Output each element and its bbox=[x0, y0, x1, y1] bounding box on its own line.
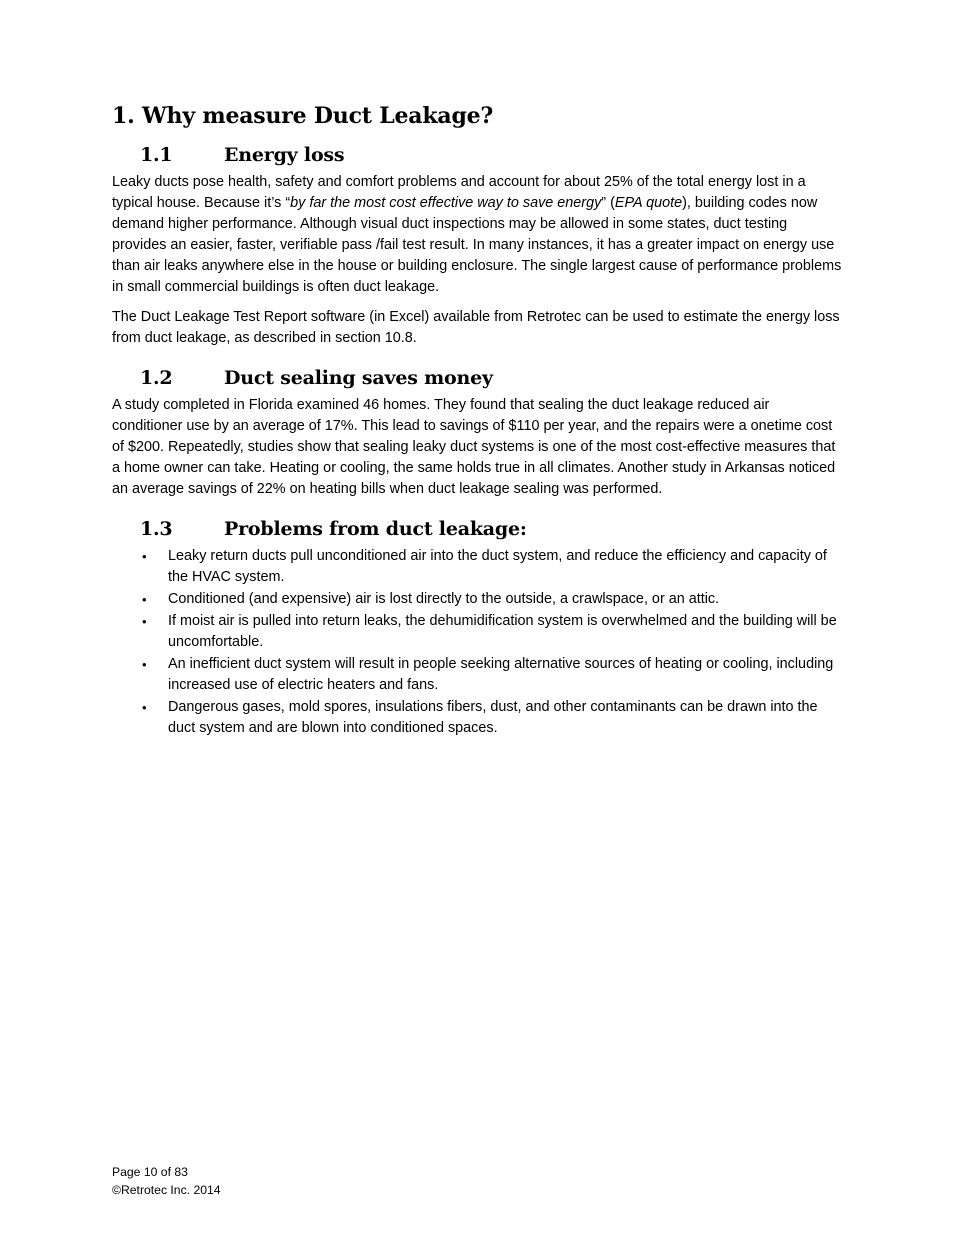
page-content bbox=[112, 98, 842, 740]
problems-list bbox=[112, 546, 842, 739]
list-item bbox=[112, 546, 842, 588]
bullet-icon: • bbox=[142, 657, 147, 672]
section-title: Problems from duct leakage: bbox=[224, 518, 527, 540]
list-item bbox=[112, 654, 842, 696]
paragraph-text: Leaky ducts pose health, safety and comfort problems and account for about 25% of the total energy lost in a typical house. Because it’s “ bbox=[112, 174, 806, 211]
section-heading-duct-sealing bbox=[140, 363, 842, 393]
section-number: 1.3 bbox=[140, 518, 173, 540]
list-item-text: Leaky return ducts pull unconditioned air into the duct system, and reduce the efficiency and capacity of the HVAC system. bbox=[168, 548, 827, 585]
list-item bbox=[112, 697, 842, 739]
page-footer bbox=[112, 1163, 221, 1199]
list-item-text: Dangerous gases, mold spores, insulations fibers, dust, and other contaminants can be drawn into the duct system and are blown into conditioned spaces. bbox=[168, 699, 818, 736]
section-title: Duct sealing saves money bbox=[224, 367, 493, 389]
section-heading-problems bbox=[140, 514, 842, 544]
duct-leakage-software-paragraph: The Duct Leakage Test Report software (in Excel) available from Retrotec can be used to estimate the energy loss from duct leakage, as described in section 10.8. bbox=[112, 309, 840, 346]
bullet-icon: • bbox=[142, 592, 147, 607]
bullet-icon: • bbox=[142, 700, 147, 715]
page-number: Page 10 of 83 bbox=[112, 1165, 188, 1179]
section-number: 1.2 bbox=[140, 367, 173, 389]
energy-loss-paragraph bbox=[112, 172, 842, 298]
chapter-title: 1. Why measure Duct Leakage? bbox=[112, 103, 494, 129]
paragraph-text: ” ( bbox=[601, 195, 615, 211]
quoted-text: by far the most cost effective way to save energy bbox=[290, 195, 602, 211]
bullet-icon: • bbox=[142, 614, 147, 629]
bullet-icon: • bbox=[142, 549, 147, 564]
duct-sealing-paragraph: A study completed in Florida examined 46 homes. They found that sealing the duct leakage reduced air conditioner use by an average of 17%. This lead to savings of $110 per year, and the repairs were a onetime cost of $200. Repeatedly, studies show that sealing leaky duct systems is one of the most cost-effective measures that a home owner can take. Heating or cooling, the same holds true in all climates. Another study in Arkansas noticed an average savings of 22% on heating bills when duct leakage sealing was performed. bbox=[112, 397, 836, 497]
list-item-text: If moist air is pulled into return leaks, the dehumidification system is overwhelmed and the building will be uncomfortable. bbox=[168, 613, 837, 650]
list-item bbox=[112, 589, 842, 610]
section-title: Energy loss bbox=[224, 144, 345, 166]
copyright-notice: ©Retrotec Inc. 2014 bbox=[112, 1183, 221, 1197]
section-number: 1.1 bbox=[140, 144, 173, 166]
list-item-text: An inefficient duct system will result in people seeking alternative sources of heating or cooling, including increased use of electric heaters and fans. bbox=[168, 656, 834, 693]
quote-source: EPA quote bbox=[614, 195, 683, 211]
section-heading-energy-loss bbox=[140, 140, 842, 170]
paragraph-text: ), building codes now demand higher performance. Although visual duct inspections may be allowed in some states, duct testing provides an easier, faster, verifiable pass /fail test result. In many instances, it has a greater impact on energy use than air leaks anywhere else in the house or building enclosure. The single largest cause of performance problems in small commercial buildings is often duct leakage. bbox=[112, 195, 842, 295]
list-item-text: Conditioned (and expensive) air is lost directly to the outside, a crawlspace, or an attic. bbox=[168, 591, 720, 607]
list-item bbox=[112, 611, 842, 653]
